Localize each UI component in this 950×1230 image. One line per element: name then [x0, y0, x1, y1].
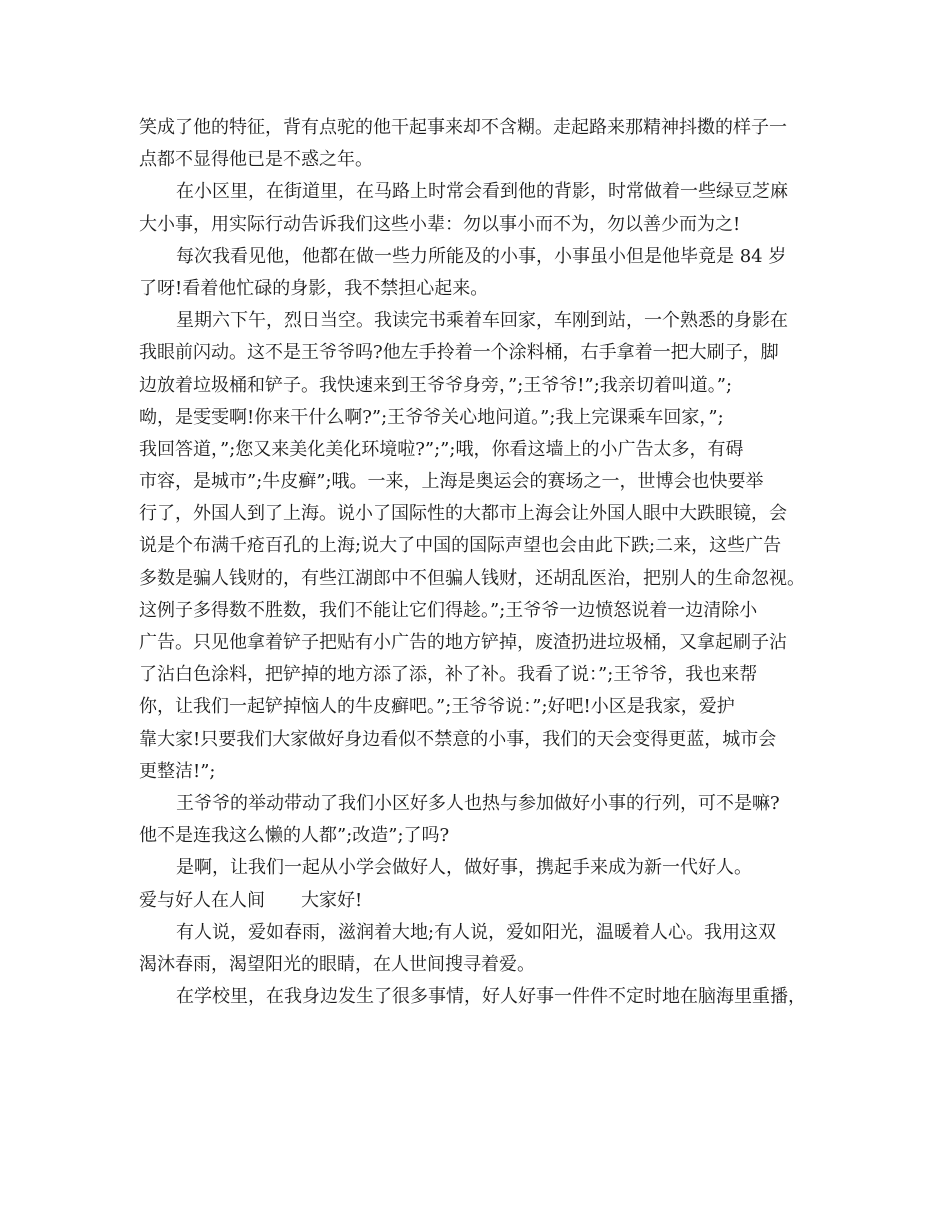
text-line: 靠大家!只要我们大家做好身边看似不禁意的小事，我们的天会变得更蓝，城市会: [139, 728, 777, 750]
text-line: 点都不显得他已是不惑之年。: [139, 149, 373, 171]
body-text: [139, 112, 839, 1013]
text-line: 行了，外国人到了上海。说小了国际性的大都市上海会让外国人眼中大跌眼镜，会: [139, 503, 787, 525]
text-line: 爱与好人在人间 大家好!: [139, 889, 363, 911]
text-line: 了沾白色涂料，把铲掉的地方添了添，补了补。我看了说：”;王爷爷，我也来帮: [139, 664, 758, 686]
text-line: 边放着垃圾桶和铲子。我快速来到王爷爷身旁，”;王爷爷!”;我亲切着叫道。”;: [139, 374, 733, 396]
text-line: 我眼前闪动。这不是王爷爷吗?他左手拎着一个涂料桶，右手拿着一把大刷子，脚: [139, 342, 779, 364]
text-line: 我回答道，”;您又来美化美化环境啦?”;”;哦，你看这墙上的小广告太多，有碍: [139, 438, 744, 460]
text-line: 笑成了他的特征，背有点驼的他干起事来却不含糊。走起路来那精神抖擞的样子一: [139, 117, 787, 138]
paragraph-first-line: 是啊，让我们一起从小学会做好人，做好事，携起手来成为新一代好人。: [176, 857, 752, 879]
text-line: 呦，是雯雯啊!你来干什么啊?”;王爷爷关心地问道。”;我上完课乘车回家，”;: [139, 406, 724, 428]
text-line: 更整洁!”;: [139, 760, 216, 782]
paragraph-first-line: 星期六下午，烈日当空。我读完书乘着车回家，车刚到站，一个熟悉的身影在: [176, 310, 788, 332]
text-line: 他不是连我这么懒的人都”;改造”;了吗?: [139, 825, 450, 847]
text-line: 说是个布满千疮百孔的上海;说大了中国的国际声望也会由此下跌;二来，这些广告: [139, 535, 782, 557]
text-line: 大小事，用实际行动告诉我们这些小辈：勿以事小而不为，勿以善少而为之!: [139, 213, 741, 235]
text-line: 这例子多得数不胜数，我们不能让它们得趁。”;王爷爷一边愤怒说着一边清除小: [139, 599, 758, 621]
paragraph-first-line: 在学校里，在我身边发生了很多事情，好人好事一件件不定时地在脑海里重播，: [176, 986, 806, 1008]
text-line: 了呀!看着他忙碌的身影，我不禁担心起来。: [139, 277, 489, 299]
text-line: 你，让我们一起铲掉恼人的牛皮癣吧。”;王爷爷说：”;好吧!小区是我家，爱护: [139, 696, 735, 718]
paragraph-first-line: 在小区里，在街道里，在马路上时常会看到他的背影，时常做着一些绿豆芝麻: [176, 181, 788, 203]
text-line: 多数是骗人钱财的，有些江湖郎中不但骗人钱财，还胡乱医治，把别人的生命忽视。: [139, 567, 805, 589]
text-line: 渴沐春雨，渴望阳光的眼睛，在人世间搜寻着爱。: [139, 953, 535, 975]
text-line: 市容，是城市”;牛皮癣”;哦。一来，上海是奥运会的赛场之一，世博会也快要举: [139, 471, 764, 493]
paragraph-first-line: 有人说，爱如春雨，滋润着大地;有人说，爱如阳光，温暖着人心。我用这双: [176, 921, 777, 943]
text-line: 广告。只见他拿着铲子把贴有小广告的地方铲掉，废渣扔进垃圾桶，又拿起刷子沾: [139, 632, 787, 653]
paragraph-first-line: 王爷爷的举动带动了我们小区好多人也热与参加做好小事的行列，可不是嘛?: [176, 792, 780, 814]
paragraph-first-line: 每次我看见他，他都在做一些力所能及的小事，小事虽小但是他毕竟是 84 岁: [176, 245, 787, 267]
